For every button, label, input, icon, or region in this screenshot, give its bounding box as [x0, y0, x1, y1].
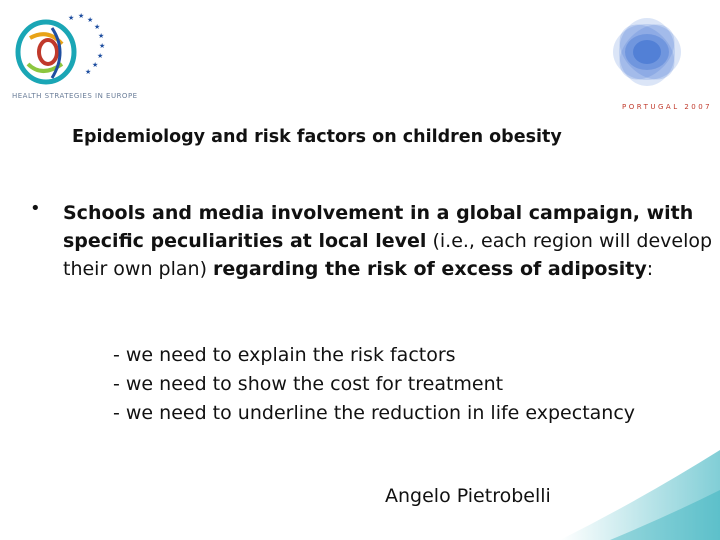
svg-text:★: ★ — [94, 23, 101, 31]
svg-text:★: ★ — [98, 32, 105, 40]
slide-title: Epidemiology and risk factors on children obesity — [72, 127, 562, 147]
portugal-2007-caption: PORTUGAL 2007 — [622, 103, 713, 111]
bullet-icon: • — [30, 198, 41, 219]
bullet-text-bold-1: Schools and media involvement in a global campaign, with specific peculiarities at local level — [63, 202, 694, 252]
portugal-2007-logo — [592, 6, 712, 116]
author-name: Angelo Pietrobelli — [385, 485, 551, 507]
svg-text:★: ★ — [68, 14, 75, 22]
svg-text:★: ★ — [97, 52, 104, 60]
svg-text:★: ★ — [85, 68, 92, 76]
svg-text:★: ★ — [78, 12, 85, 20]
bullet-text — [63, 199, 713, 283]
health-strategies-caption: HEALTH STRATEGIES IN EUROPE — [12, 92, 138, 100]
svg-text:★: ★ — [99, 42, 106, 50]
svg-text:★: ★ — [87, 16, 94, 24]
sub-item-list — [113, 341, 635, 428]
bullet-text-normal-2: : — [646, 258, 654, 280]
sub-item: - we need to underline the reduction in life expectancy — [113, 402, 636, 424]
health-strategies-logo — [8, 8, 138, 104]
flower-emblem-icon — [592, 6, 702, 102]
health-strategies-emblem-icon — [8, 8, 128, 92]
bullet-text-normal-1: (i.e., each region will develop their own plan) — [63, 230, 713, 280]
svg-text:★: ★ — [92, 61, 99, 69]
bullet-text-bold-2: regarding the risk of excess of adiposity — [213, 258, 647, 280]
sub-item: - we need to explain the risk factors — [113, 344, 456, 366]
sub-item: - we need to show the cost for treatment — [113, 373, 504, 395]
